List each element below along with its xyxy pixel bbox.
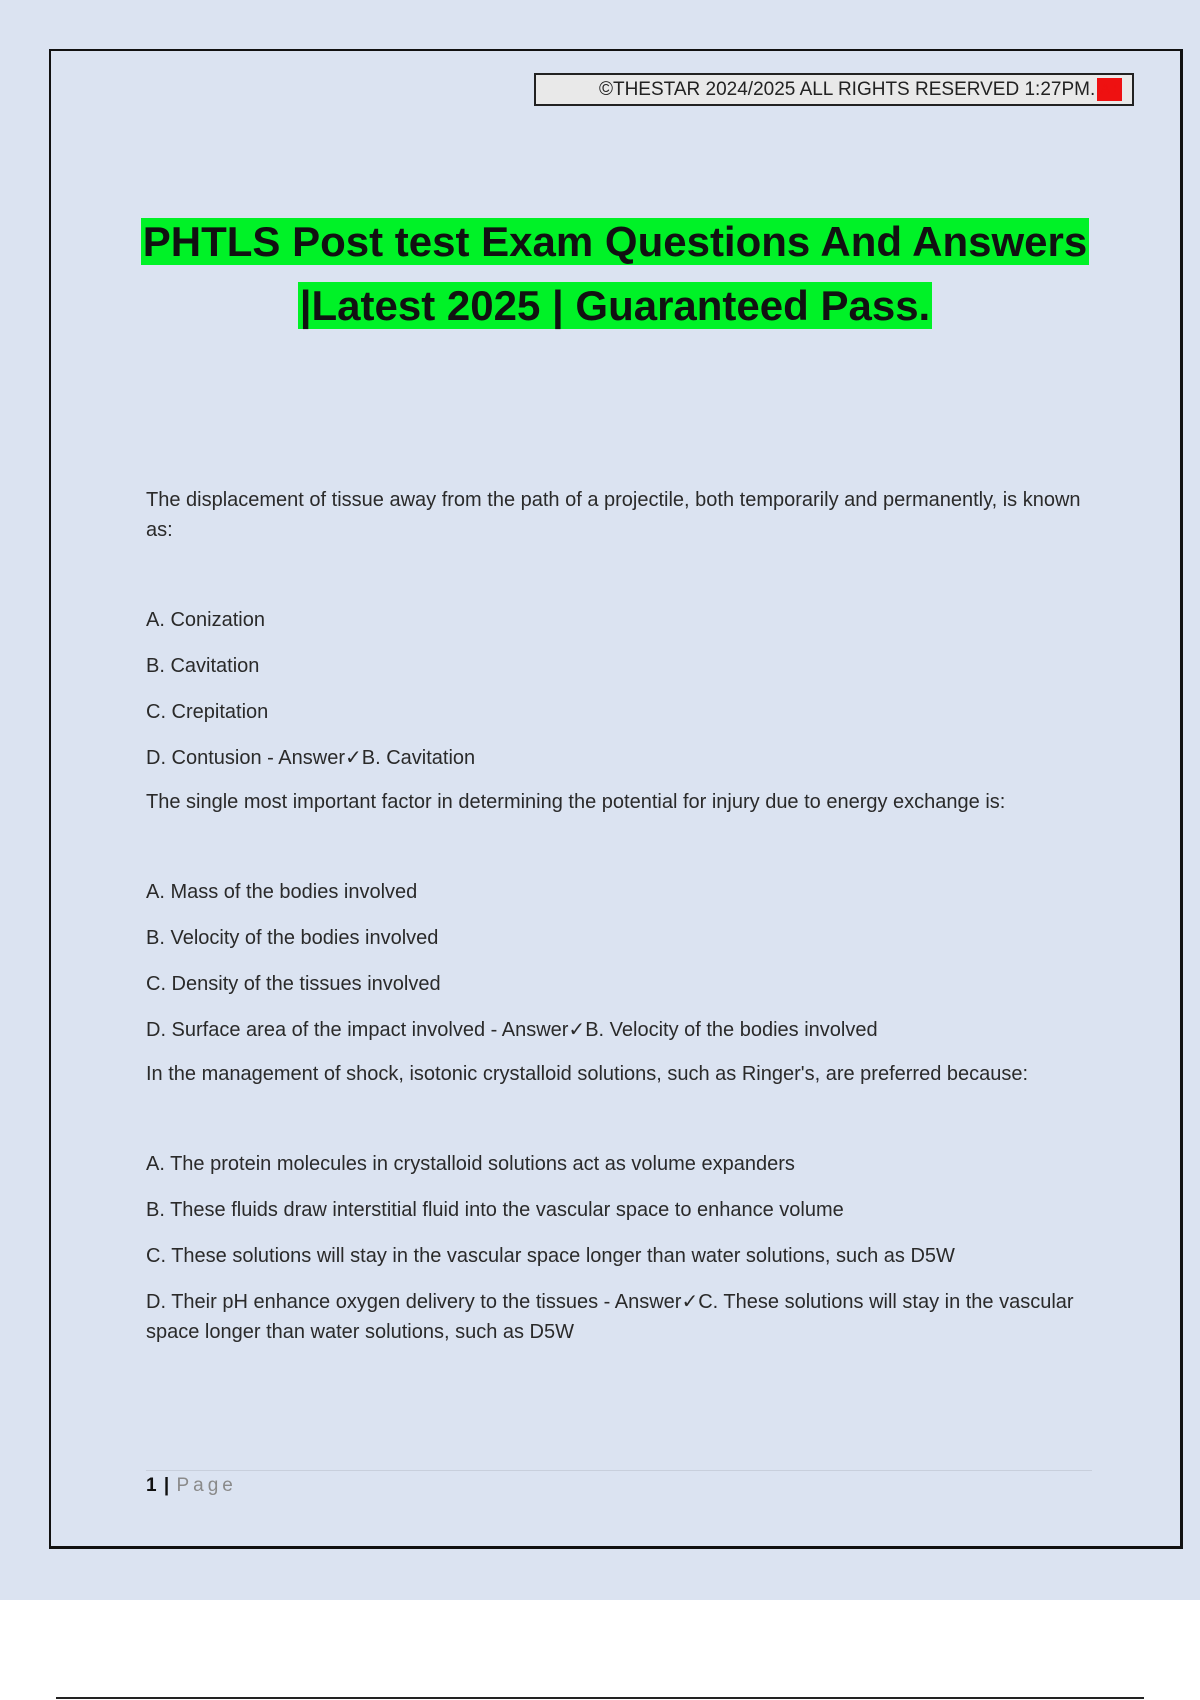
- correct-answer: B. Cavitation: [361, 747, 476, 769]
- answer-option: B. These fluids draw interstitial fluid into the vascular space to enhance volume: [146, 1199, 844, 1221]
- answer-option: C. These solutions will stay in the vascular space longer than water solutions, such as D5W: [146, 1245, 955, 1267]
- question-block: [146, 485, 1096, 773]
- answer-option-with-answer: [146, 1015, 1096, 1045]
- question-text: The displacement of tissue away from the path of a projectile, both temporarily and permanently, is known as:: [146, 489, 1081, 541]
- answer-option: C. Density of the tissues involved: [146, 973, 441, 995]
- answer-option-with-answer: [146, 743, 1096, 773]
- question-block: [146, 787, 1096, 1045]
- check-icon: ✓: [681, 1291, 699, 1313]
- answer-option: B. Cavitation: [146, 655, 260, 677]
- page-number: 1: [146, 1475, 157, 1496]
- answer-option-text: D. Surface area of the impact involved - Answer: [146, 1019, 569, 1041]
- answer-option: C. Crepitation: [146, 701, 269, 723]
- answer-option: A. Conization: [146, 609, 265, 631]
- check-icon: ✓: [344, 747, 362, 769]
- answer-option: A. Mass of the bodies involved: [146, 881, 418, 903]
- grade-badge: A+: [1097, 78, 1122, 101]
- copyright-text: ©THESTAR 2024/2025 ALL RIGHTS RESERVED 1:27PM.: [598, 79, 1096, 100]
- footer-divider: [146, 1470, 1092, 1471]
- correct-answer: C. These solutions will stay in the vascular space longer than water solutions, such as D5W: [146, 1291, 1074, 1343]
- copyright-banner: [534, 73, 1134, 106]
- bottom-divider: [56, 1697, 1144, 1699]
- question-text: In the management of shock, isotonic crystalloid solutions, such as Ringer's, are preferred because:: [146, 1063, 1029, 1085]
- title-line-2: |Latest 2025 | Guaranteed Pass.: [299, 282, 931, 329]
- answer-option: B. Velocity of the bodies involved: [146, 927, 439, 949]
- title-line-1: PHTLS Post test Exam Questions And Answers: [142, 218, 1088, 265]
- page-footer: [146, 1474, 237, 1498]
- answer-option-with-answer: [146, 1287, 1096, 1347]
- question-spacer: [146, 1089, 1096, 1149]
- answer-option: A. The protein molecules in crystalloid solutions act as volume expanders: [146, 1153, 795, 1175]
- footer-separator: |: [163, 1475, 170, 1496]
- check-icon: ✓: [568, 1019, 586, 1041]
- document-title: [100, 210, 1130, 338]
- question-block: [146, 1059, 1096, 1347]
- question-list: [146, 485, 1096, 1361]
- question-spacer: [146, 817, 1096, 877]
- correct-answer: B. Velocity of the bodies involved: [585, 1019, 878, 1041]
- question-spacer: [146, 545, 1096, 605]
- page-label: Page: [176, 1475, 237, 1496]
- question-text: The single most important factor in determining the potential for injury due to energy exchange is:: [146, 791, 1006, 813]
- answer-option-text: D. Contusion - Answer: [146, 747, 345, 769]
- answer-option-text: D. Their pH enhance oxygen delivery to the tissues - Answer: [146, 1291, 682, 1313]
